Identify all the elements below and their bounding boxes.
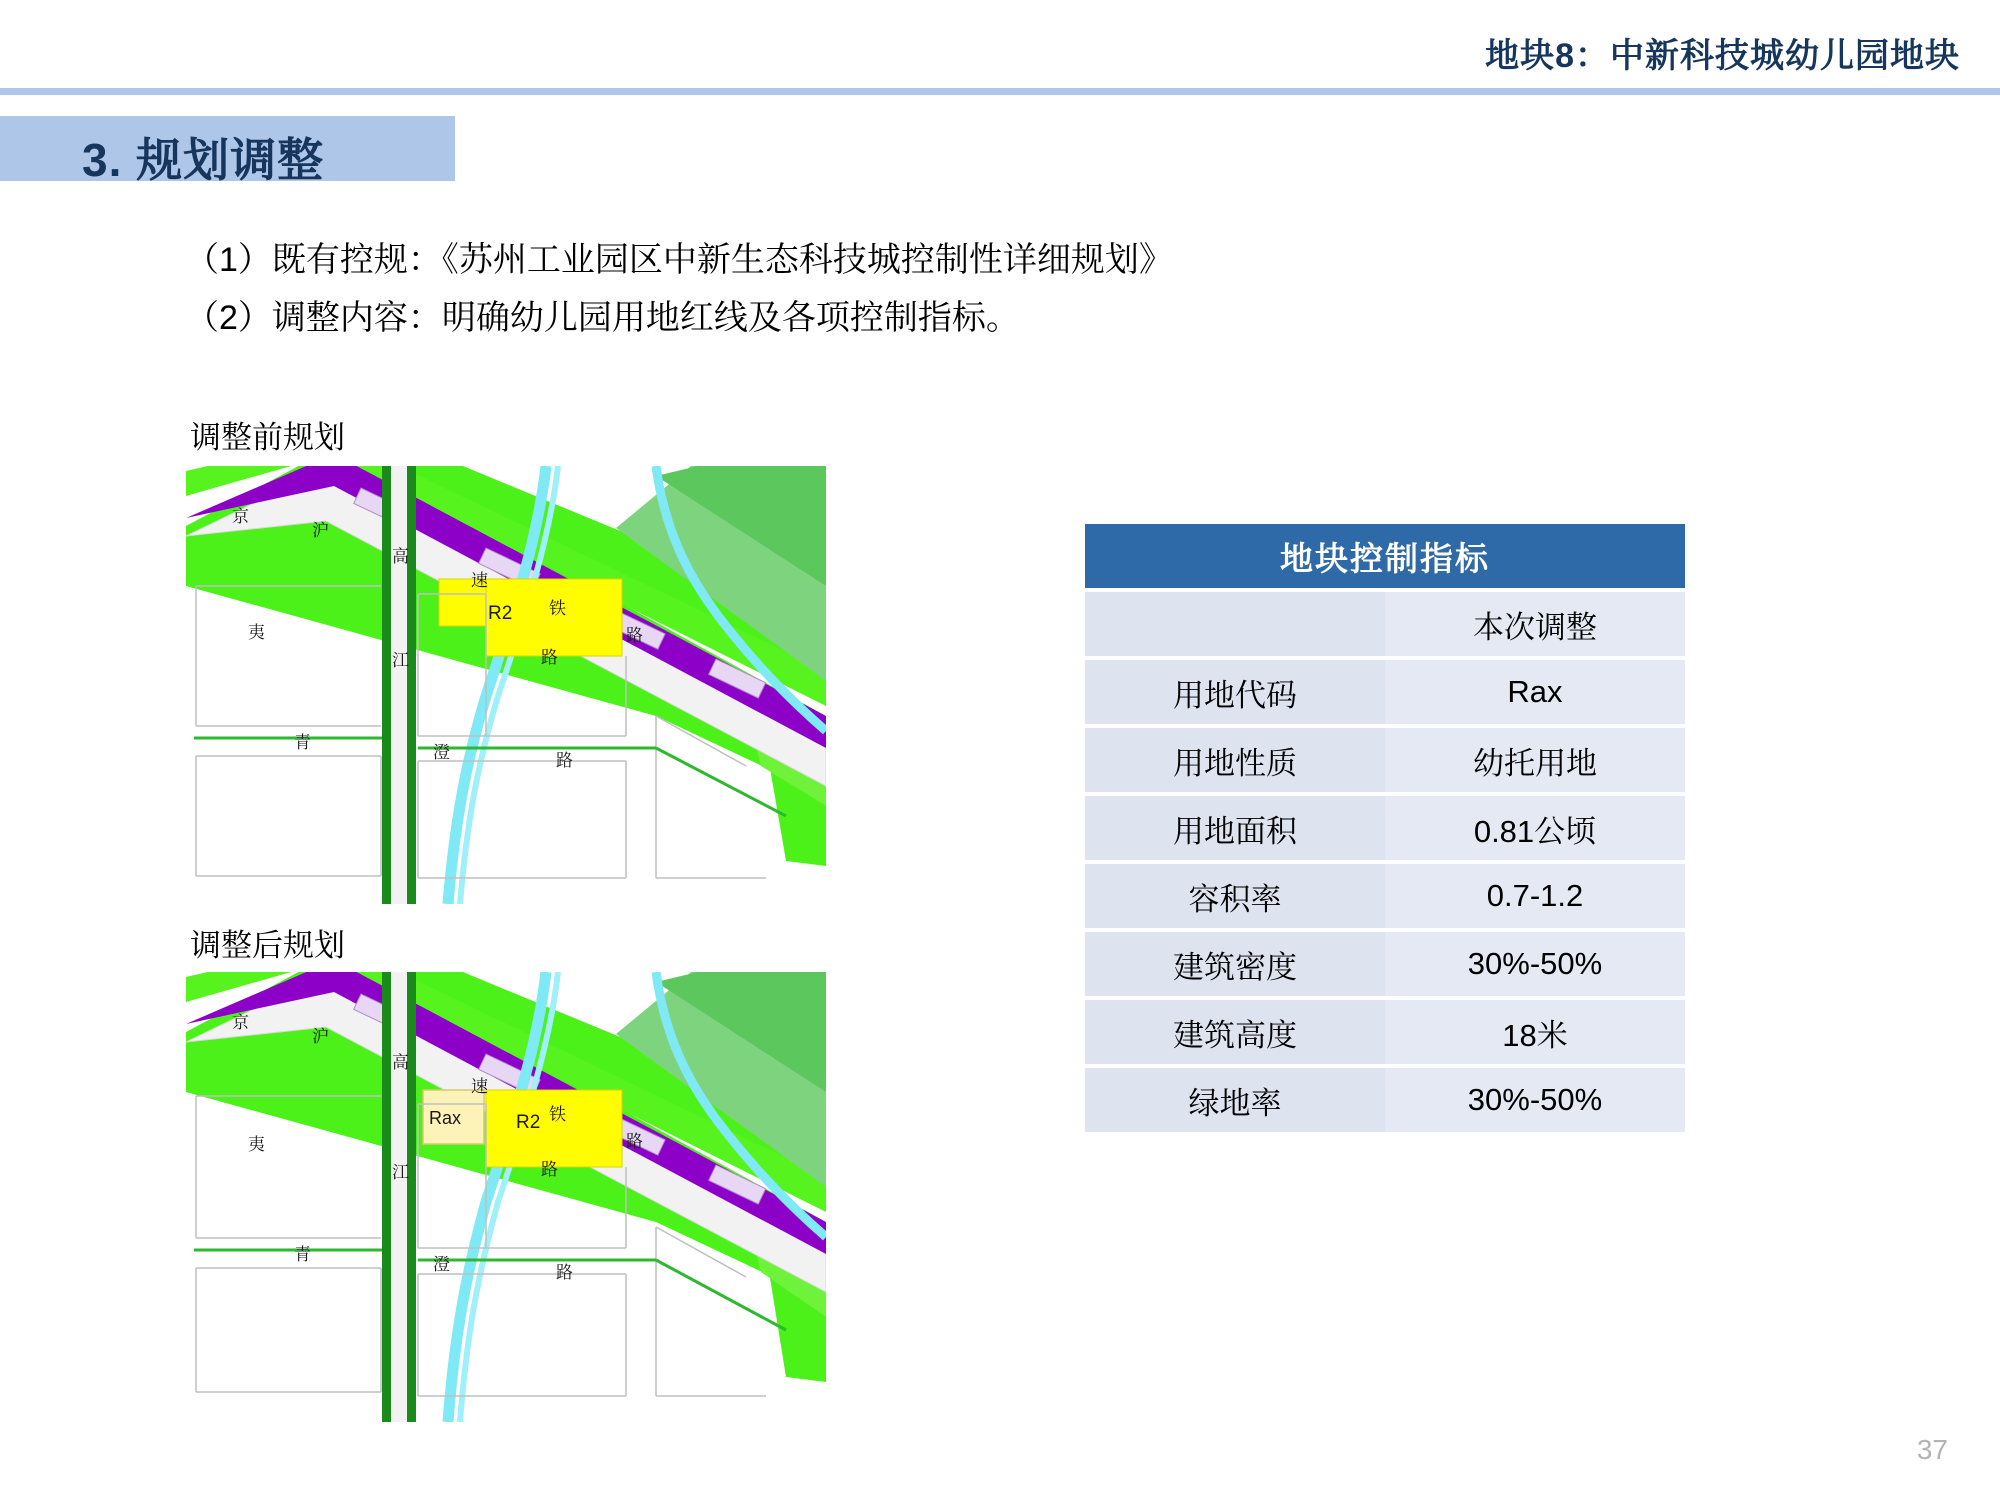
page-title: 3. 规划调整 (82, 134, 325, 186)
map-before-label-road-south-a: 青 (294, 733, 311, 752)
map-before-label-railway-3: 速 (471, 571, 488, 590)
bullet-existing-plan: （1）既有控规：《苏州工业园区中新生态科技城控制性详细规划》 (185, 241, 1173, 279)
map-before-label-railway-0: 京 (232, 507, 249, 526)
header-title: 地块8：中新科技城幼儿园地块 (1485, 37, 1960, 75)
map-after-label-railway-2: 高 (392, 1053, 409, 1072)
row-value-land-area: 0.81公顷 (1385, 796, 1685, 860)
table-title: 地块控制指标 (1085, 524, 1685, 588)
map-after-label-road-south-c: 路 (556, 1263, 573, 1282)
table-row (1085, 1000, 1685, 1064)
map-after-label-road-mid: 江 (392, 1163, 409, 1182)
map-before-label-railway-2: 高 (392, 547, 409, 566)
map-before-canvas (186, 466, 826, 904)
map-before-label-road-east: 路 (541, 648, 558, 667)
map-before-label-road-west: 夷 (248, 623, 265, 642)
map-before-label-road-south-c: 路 (556, 751, 573, 770)
map-after-label-parcel-r2: R2 (516, 1112, 541, 1133)
row-value-building-density: 30%-50% (1385, 932, 1685, 996)
page-number: 37 (1916, 1434, 1948, 1465)
map-before-label-railway-5: 路 (626, 626, 643, 645)
map-after-label-railway-4: 铁 (549, 1105, 566, 1124)
map-before-adjustment (186, 466, 826, 904)
map-after-label-road-south-b: 澄 (433, 1255, 450, 1274)
table-column-header: 本次调整 (1385, 592, 1685, 656)
row-label-green-ratio: 绿地率 (1085, 1068, 1385, 1132)
map-after-adjustment (186, 972, 826, 1422)
row-value-green-ratio: 30%-50% (1385, 1068, 1685, 1132)
map-after-svg (186, 972, 826, 1422)
table-row (1085, 728, 1685, 792)
table-header-row (1085, 592, 1685, 656)
map-after-label-road-west: 夷 (248, 1135, 265, 1154)
row-label-land-area: 用地面积 (1085, 796, 1385, 860)
map-after-label-railway-3: 速 (471, 1077, 488, 1096)
table-row (1085, 1068, 1685, 1132)
map-before-label-road-south-b: 澄 (433, 743, 450, 762)
table-row (1085, 796, 1685, 860)
table-title-row (1085, 524, 1685, 588)
row-value-land-code: Rax (1385, 660, 1685, 724)
map-after-label-road-east: 路 (541, 1160, 558, 1179)
map-after-label-railway-1: 沪 (312, 1027, 329, 1046)
map-before-label-road-mid: 江 (392, 651, 409, 670)
row-label-land-type: 用地性质 (1085, 728, 1385, 792)
table-row (1085, 864, 1685, 928)
row-label-far: 容积率 (1085, 864, 1385, 928)
table-row (1085, 932, 1685, 996)
indicator-table (1085, 520, 1685, 1136)
map-before-svg (186, 466, 826, 904)
table-row (1085, 660, 1685, 724)
row-value-far: 0.7-1.2 (1385, 864, 1685, 928)
row-label-building-density: 建筑密度 (1085, 932, 1385, 996)
map-before-label-parcel-r2: R2 (488, 603, 513, 624)
map-before-label-railway-1: 沪 (312, 521, 329, 540)
map-after-label-parcel-rax: Rax (429, 1108, 462, 1128)
bullet-adjustment-content: （2）调整内容：明确幼儿园用地红线及各项控制指标。 (185, 299, 1020, 337)
map-after-label-railway-0: 京 (232, 1013, 249, 1032)
caption-after-plan: 调整后规划 (190, 928, 345, 963)
row-label-building-height: 建筑高度 (1085, 1000, 1385, 1064)
row-label-land-code: 用地代码 (1085, 660, 1385, 724)
table-header-blank (1085, 592, 1385, 656)
indicator-table-wrapper (1085, 520, 1685, 1136)
map-after-label-railway-5: 路 (626, 1132, 643, 1151)
map-after-label-road-south-a: 青 (294, 1245, 311, 1264)
row-value-land-type: 幼托用地 (1385, 728, 1685, 792)
map-after-canvas (186, 972, 826, 1422)
caption-before-plan: 调整前规划 (190, 420, 345, 455)
row-value-building-height: 18米 (1385, 1000, 1685, 1064)
map-before-label-railway-4: 铁 (549, 599, 566, 618)
header-divider (0, 88, 2000, 95)
